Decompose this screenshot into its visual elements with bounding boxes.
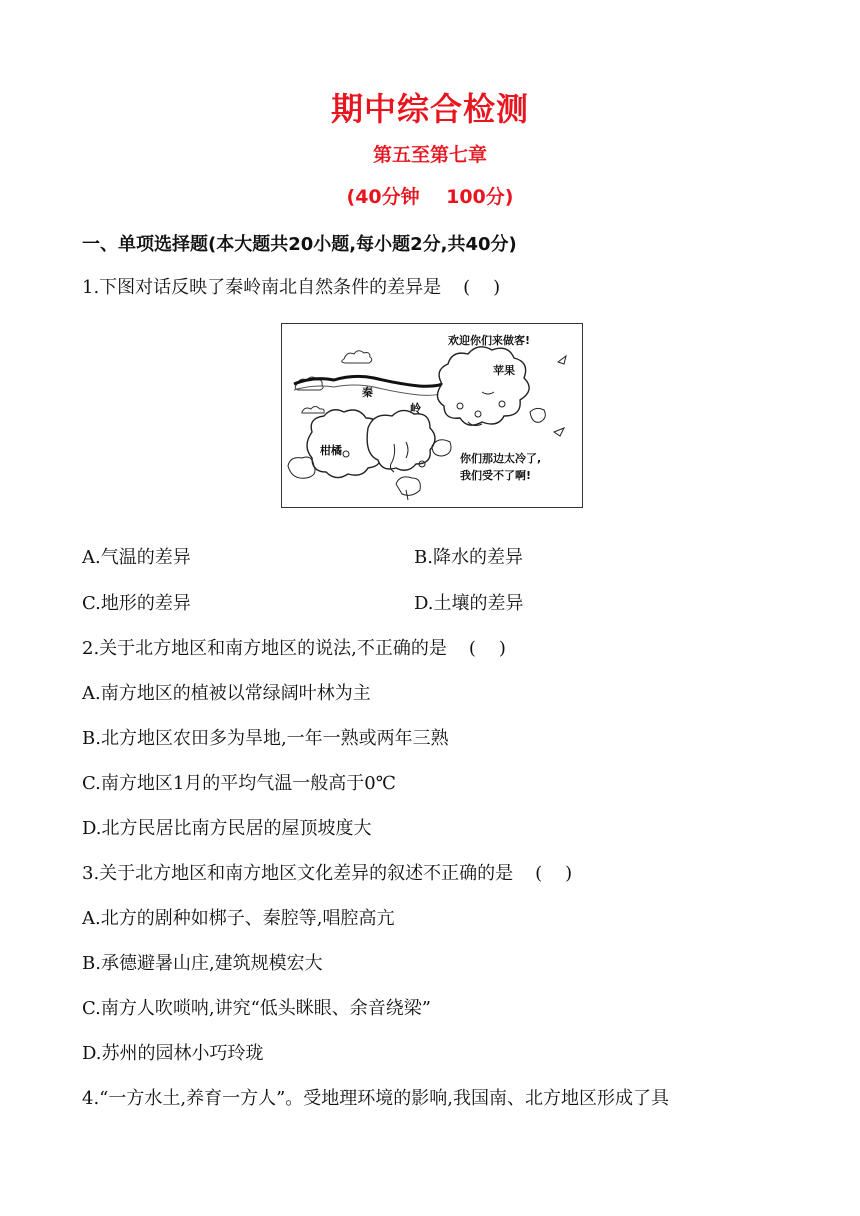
q2-option-b: B.北方地区农田多为旱地,一年一熟或两年三熟	[82, 728, 449, 749]
q2-option-c: C.南方地区1月的平均气温一般高于0℃	[82, 773, 396, 794]
q3-option-d: D.苏州的园林小巧玲珑	[82, 1043, 264, 1064]
q1-option-d: D.土壤的差异	[414, 593, 524, 614]
q2-option-a: A.南方地区的植被以常绿阔叶林为主	[82, 683, 371, 704]
question-2-stem: 2.关于北方地区和南方地区的说法,不正确的是 ( )	[82, 638, 506, 659]
q2-option-d: D.北方民居比南方民居的屋顶坡度大	[82, 818, 372, 839]
q3-option-b: B.承德避暑山庄,建筑规模宏大	[82, 953, 323, 974]
question-3-stem: 3.关于北方地区和南方地区文化差异的叙述不正确的是 ( )	[82, 863, 573, 884]
figure-label-qin: 秦	[362, 386, 373, 399]
section-heading: 一、单项选择题(本大题共20小题,每小题2分,共40分)	[82, 234, 517, 255]
q1-option-c: C.地形的差异	[82, 593, 191, 614]
q3-option-c: C.南方人吹唢呐,讲究“低头眯眼、余音绕梁”	[82, 998, 431, 1019]
qinling-figure	[281, 323, 583, 508]
q3-option-a: A.北方的剧种如梆子、秦腔等,唱腔高亢	[82, 908, 395, 929]
page-title: 期中综合检测	[330, 90, 529, 128]
figure-label-ling: 岭	[410, 402, 421, 415]
exam-timing: (40分钟 100分)	[346, 186, 514, 208]
answer-paren: ( )	[468, 638, 506, 659]
answer-paren: ( )	[535, 863, 573, 884]
page-subtitle: 第五至第七章	[372, 144, 487, 166]
question-1-stem: 1.下图对话反映了秦岭南北自然条件的差异是 ( )	[82, 277, 501, 298]
question-4-stem: 4.“一方水土,养育一方人”。受地理环境的影响,我国南、北方地区形成了具	[82, 1088, 670, 1109]
figure-label-cold-1: 你们那边太冷了,	[460, 452, 542, 465]
figure-label-orange: 柑橘	[320, 444, 342, 457]
figure-label-cold-2: 我们受不了啊!	[460, 469, 532, 482]
answer-paren: ( )	[463, 277, 501, 298]
q1-option-a: A.气温的差异	[82, 547, 191, 568]
q1-option-b: B.降水的差异	[414, 547, 523, 568]
figure-label-welcome: 欢迎你们来做客!	[448, 334, 531, 347]
qinling-cartoon-illustration	[282, 324, 584, 509]
figure-label-apple: 苹果	[493, 364, 515, 377]
